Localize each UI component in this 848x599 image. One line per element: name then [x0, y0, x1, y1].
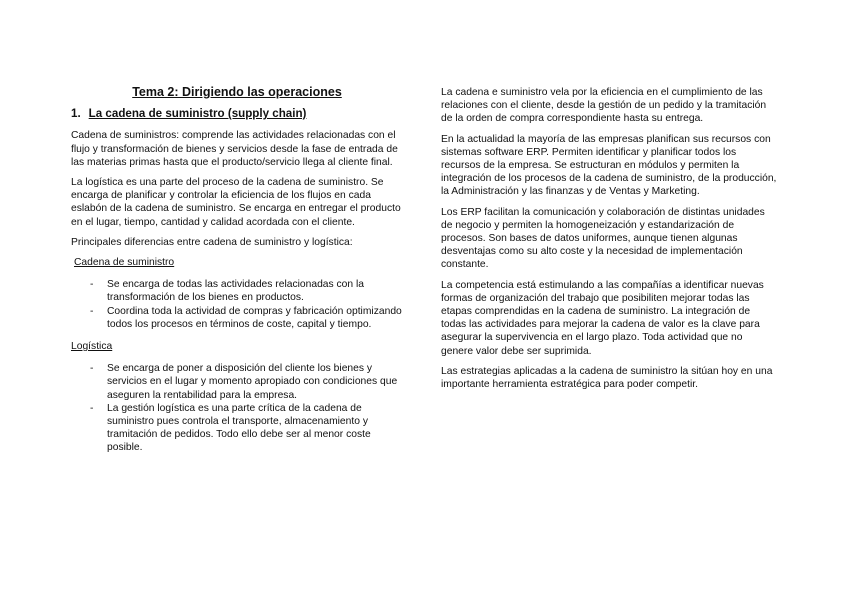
list-item-text: Se encarga de todas las actividades relacionadas con la transformación de los bienes en productos.: [107, 279, 365, 304]
dash-bullet: -: [90, 363, 94, 375]
dash-bullet: -: [90, 279, 94, 291]
subheading-supply-chain: Cadena de suministro: [74, 257, 175, 269]
list-item: [90, 402, 403, 455]
paragraph-logistics: La logística es una parte del proceso de la cadena de suministro. Se encarga de planificar y controlar la eficiencia de los flujos en cada eslabón de la cadena de suministro. Se encarga en entregar el producto en el lugar, tiempo, cantidad y calidad acordada con el cliente.: [71, 177, 401, 228]
right-column: [441, 86, 777, 398]
list-item-text: Se encarga de poner a disposición del cliente los bienes y servicios en el lugar y momento apropiado con condiciones que aseguren la rentabilidad para la empresa.: [107, 363, 398, 401]
paragraph-erp: En la actualidad la mayoría de las empresas planifican sus recursos con sistemas software ERP. Permiten identificar y planificar todos los recursos de la empresa. Se estructuran en módulos y permiten la integración de los procesos de la cadena de suministro, de la producción, la Administración y las finanzas y de Ventas y Marketing.: [441, 133, 777, 198]
list-item: [90, 362, 403, 402]
paragraph-erp-benefits: Los ERP facilitan la comunicación y colaboración de distintas unidades de negocio y permiten la homogeneización y estandarización de procesos. Son bases de datos uniformes, aunque tienen algunas desventajas como su alto coste y la necesidad de implementación constante.: [441, 206, 765, 271]
paragraph-competition: La competencia está estimulando a las compañías a identificar nuevas formas de organización del trabajo que posibiliten mejorar todas las etapas comprendidas en la cadena de suministro. La integración de todas las actividades para mejorar la cadena de valor es la clave para asegurar la supervivencia en el largo plazo. Toda actividad que no genere valor debe ser suprimida.: [441, 279, 764, 357]
list-item-text: La gestión logística es una parte crítica de la cadena de suministro pues controla el transporte, almacenamiento y tramitación de pedidos. Todo ello debe ser al menor coste posible.: [107, 402, 371, 454]
document-title: Tema 2: Dirigiendo las operaciones: [132, 85, 342, 99]
subheading-logistics: Logística: [71, 341, 113, 353]
list-item: [90, 278, 403, 304]
supply-chain-list: [71, 278, 403, 331]
paragraph-differences-intro: Principales diferencias entre cadena de suministro y logística:: [71, 236, 353, 248]
paragraph-efficiency: La cadena e suministro vela por la eficiencia en el cumplimiento de las relaciones con el cliente, desde la gestión de un pedido y la tramitación de la orden de compra correspondiente hasta su entrega.: [441, 87, 767, 125]
list-item-text: Coordina toda la actividad de compras y fabricación optimizando todos los procesos en términos de coste, capital y tiempo.: [107, 305, 402, 330]
dash-bullet: -: [90, 305, 94, 317]
dash-bullet: -: [90, 402, 94, 414]
paragraph-strategies: Las estrategias aplicadas a la cadena de suministro la sitúan hoy en una importante herramienta estratégica para poder competir.: [441, 365, 773, 391]
logistics-list: [71, 362, 403, 454]
left-column: [71, 86, 403, 464]
section-heading: [71, 107, 403, 120]
section-number: 1.: [71, 107, 81, 121]
list-item: [90, 305, 403, 331]
section-title: La cadena de suministro (supply chain): [88, 107, 307, 121]
paragraph-definition: Cadena de suministros: comprende las actividades relacionadas con el flujo y transformación de bienes y servicios desde la fase de entrada de las materias primas hasta que el producto/servicio llega al cliente final.: [71, 130, 398, 168]
